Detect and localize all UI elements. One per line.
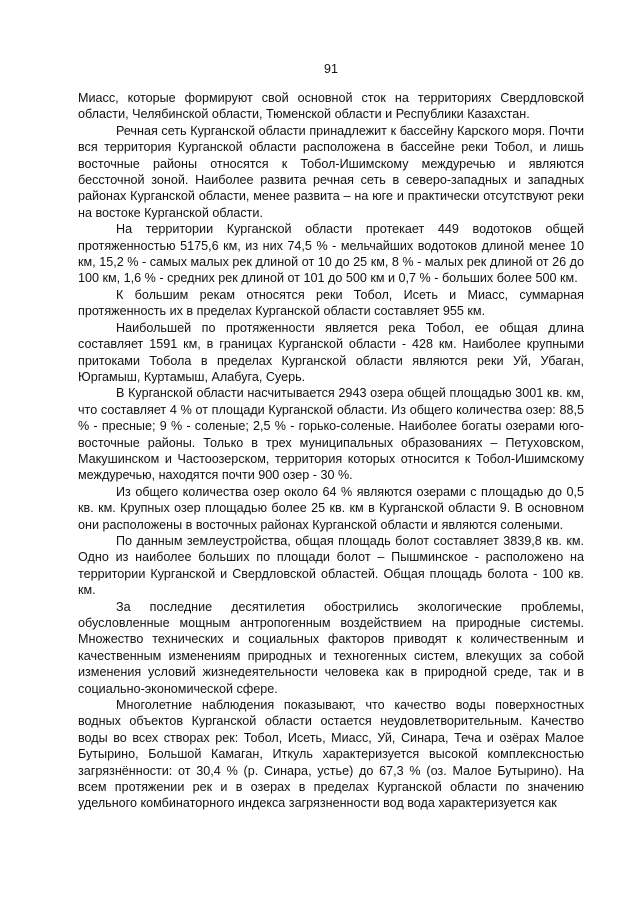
paragraph: Миасс, которые формируют свой основной сток на территориях Свердловской области, Челябинской области, Тюменской области и Республики Казахстан. [78,91,584,122]
paragraph: К большим рекам относятся реки Тобол, Исеть и Миасс, суммарная протяженность их в пределах Курганской области составляет 955 км. [78,287,584,319]
paragraph: Наибольшей по протяженности является река Тобол, ее общая длина составляет 1591 км, в границах Курганской области - 428 км. Наиболее крупными притоками Тобола в пределах Курганской области являются реки Уй, Убаган, Юргамыш, Куртамыш, Алабуга, Суерь. [78,320,584,384]
paragraph: Речная сеть Курганской области принадлежит к бассейну Карского моря. Почти вся территория Курганской области расположена в бассейне реки Тобол, и лишь восточные районы относятся к Тобол-Ишимскому междуречью и являются бессточной зоной. Наиболее развита речная сеть в северо-западных и западных районах Курганской области, менее развита – на юге и практически отсутствуют реки на востоке Курганской области. [78,123,584,220]
paragraph: За последние десятилетия обострились экологические проблемы, обусловленные мощным антропогенным воздействием на природные системы. Множество технических и социальных факторов приводят к количественным и качественным изменениям природных и техногенных систем, влекущих за собой изменения условий жизнедеятельности человека как в природной среде, так и в социально-экономической сфере. [78,599,584,696]
paragraph: В Курганской области насчитывается 2943 озера общей площадью 3001 кв. км, что составляет 4 % от площади Курганской области. Из общего количества озер: 88,5 % - пресные; 9 % - соленые; 2,5 % - горько-соленые. Наиболее богаты озерами юго-восточные районы. Только в трех муниципальных образованиях – Петуховском, Макушинском и Частоозерском, территория которых относится к Тобол-Ишимскому междуречью, находятся почти 900 озер - 30 %. [78,386,584,483]
paragraph: По данным землеустройства, общая площадь болот составляет 3839,8 кв. км. Одно из наиболее больших по площади болот – Пышминское - расположено на территории Курганской и Свердловской областей. Общая площадь болота - 100 кв. км. [78,533,584,598]
paragraph: Из общего количества озер около 64 % являются озерами с площадью до 0,5 кв. км. Крупных озер площадью более 25 кв. км в Курганской области 9. В основном они расположены в восточных районах Курганской области и являются солеными. [78,484,584,532]
page-number: 91 [324,62,338,76]
paragraph: На территории Курганской области протекает 449 водотоков общей протяженностью 5175,6 км, из них 74,5 % - мельчайших водотоков длиной менее 10 км, 15,2 % - самых малых рек длиной от 10 до 25 км, 8 % - малых рек длиной от 26 до 100 км, 1,6 % - средних рек длиной от 101 до 500 км и 0,7 % - больших более 500 км. [78,222,584,286]
paragraph: Многолетние наблюдения показывают, что качество воды поверхностных водных объектов Курганской области остается неудовлетворительным. Качество воды во всех створах рек: Тобол, Исеть, Миасс, Уй, Синара, Теча и озёрах Малое Бутырино, Большой Камаган, Иткуль характеризуется высокой комплексностью загрязнённости: от 30,4 % (р. Синара, устье) до 67,3 % (оз. Малое Бутырино). На всем протяжении рек и в озерах в пределах Курганской области по значению удельного комбинаторного индекса загрязненности вод вода характеризуется как [78,698,584,811]
body-text [78,90,584,812]
